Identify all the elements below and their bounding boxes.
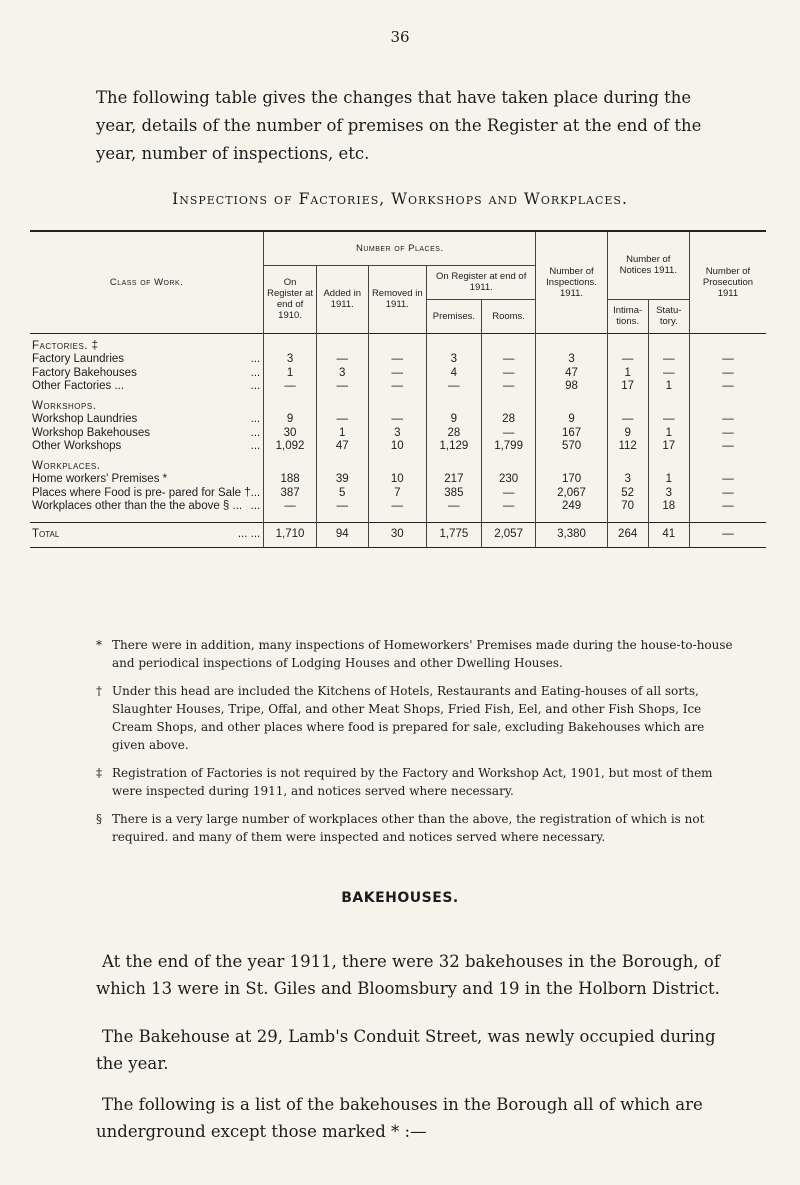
row-leader-dots: ... — [250, 426, 261, 439]
empty-cell — [607, 514, 648, 523]
table-cell: 10 — [368, 473, 426, 487]
table-cell: 570 — [536, 440, 607, 454]
table-cell: 52 — [607, 487, 648, 501]
table-row — [30, 440, 766, 454]
table-cell: 30 — [264, 427, 317, 441]
table-cell: 28 — [427, 427, 482, 441]
row-leader-dots: ... — [250, 486, 261, 499]
table-cell: — — [316, 353, 368, 367]
table-cell: 387 — [264, 487, 317, 501]
footnote: ‡ Registration of Factories is not required by the Factory and Workshop Act, 1901, but most of them were inspected during 1911, and notices served where necessary. — [96, 766, 713, 798]
empty-cell — [648, 333, 689, 353]
table-cell: 9 — [264, 413, 317, 427]
table-cell: 1 — [316, 427, 368, 441]
table-row — [30, 487, 766, 501]
table-cell: 3 — [264, 353, 317, 367]
row-label — [30, 427, 264, 441]
empty-cell — [30, 514, 264, 523]
empty-cell — [481, 333, 536, 353]
row-label-text: Home workers' Premises * — [32, 473, 168, 485]
table-cell: — — [368, 500, 426, 514]
empty-cell — [427, 333, 482, 353]
table-cell: — — [368, 380, 426, 394]
table-cell: — — [607, 353, 648, 367]
table-cell: — — [316, 413, 368, 427]
table-cell: 230 — [481, 473, 536, 487]
section-title: Workshops. — [32, 399, 97, 412]
table-cell: 17 — [648, 440, 689, 454]
empty-cell — [264, 454, 317, 474]
row-label-text: Places where Food is pre- pared for Sale † — [32, 486, 251, 499]
table-cell: 41 — [648, 522, 689, 547]
table-row — [30, 380, 766, 394]
table-cell: 170 — [536, 473, 607, 487]
header-inspections: Number of Inspections. 1911. — [536, 231, 607, 333]
table-cell: 1 — [648, 473, 689, 487]
table-cell: — — [316, 380, 368, 394]
table-cell: 3 — [536, 353, 607, 367]
header-prosecution: Number of Prosecution 1911 — [689, 231, 766, 333]
row-label — [30, 367, 264, 381]
table-cell: — — [481, 487, 536, 501]
empty-cell — [368, 394, 426, 414]
table-cell: 249 — [536, 500, 607, 514]
table-cell: — — [481, 380, 536, 394]
paragraph: The following is a list of the bakehouses in the Borough all of which are underground except those marked * :— — [96, 1095, 703, 1141]
header-number-of-places: Number of Places. — [264, 231, 536, 265]
row-label-text: Workplaces other than the the above § ... — [32, 500, 243, 512]
table-title: Inspections of Factories, Workshops and Workplaces. — [172, 190, 628, 208]
header-removed: Removed in 1911. — [368, 265, 426, 333]
table-cell: 3 — [648, 487, 689, 501]
section-title: Workplaces. — [32, 459, 101, 472]
row-leader-dots: ... — [250, 413, 261, 425]
empty-cell — [536, 333, 607, 353]
table-row — [30, 473, 766, 487]
table-cell: — — [427, 380, 482, 394]
table-cell: — — [427, 500, 482, 514]
table-cell: — — [368, 413, 426, 427]
table-cell: — — [689, 522, 766, 547]
section-header-row — [30, 394, 766, 414]
table-row — [30, 367, 766, 381]
table-row — [30, 427, 766, 441]
table-cell: 1 — [264, 367, 317, 381]
row-label-text: Workshop Bakehouses — [32, 426, 151, 439]
table-cell: 7 — [368, 487, 426, 501]
table-cell: 3,380 — [536, 522, 607, 547]
empty-cell — [689, 333, 766, 353]
row-label — [30, 440, 264, 454]
header-class-of-work: Class of Work. — [109, 276, 184, 288]
table-cell: 1,129 — [427, 440, 482, 454]
table-cell: 1,710 — [264, 522, 317, 547]
table-cell: — — [689, 380, 766, 394]
header-premises: Premises. — [427, 299, 482, 333]
table-cell: 9 — [536, 413, 607, 427]
table-cell: 1,092 — [264, 440, 317, 454]
header-intimations: Intima- tions. — [607, 299, 648, 333]
empty-cell — [536, 514, 607, 523]
footnote: § There is a very large number of workplaces other than the above, the registration of which is not required. and many of them were inspected and notices served where necessary. — [96, 812, 705, 844]
table-cell: 94 — [316, 522, 368, 547]
empty-cell — [536, 454, 607, 474]
table-cell: — — [368, 353, 426, 367]
paragraph: At the end of the year 1911, there were 32 bakehouses in the Borough, of which 13 were in St. Giles and Bloomsbury and 19 in the Holborn District. — [96, 952, 720, 998]
table-cell: 217 — [427, 473, 482, 487]
table-cell: 30 — [368, 522, 426, 547]
spacer-row — [30, 514, 766, 523]
empty-cell — [689, 514, 766, 523]
empty-cell — [689, 454, 766, 474]
table-cell: 70 — [607, 500, 648, 514]
row-label — [30, 380, 264, 394]
table-cell: — — [368, 367, 426, 381]
footnotes — [96, 636, 736, 856]
table-cell: 17 — [607, 380, 648, 394]
header-notices: Number of Notices 1911. — [607, 231, 689, 299]
table-cell: — — [689, 440, 766, 454]
table-cell: — — [316, 500, 368, 514]
header-added: Added in 1911. — [316, 265, 368, 333]
table-cell: 5 — [316, 487, 368, 501]
table-cell: 1,775 — [427, 522, 482, 547]
table-row — [30, 413, 766, 427]
table-cell: 18 — [648, 500, 689, 514]
table-cell: 1 — [648, 427, 689, 441]
table-cell: 28 — [481, 413, 536, 427]
table-cell: — — [689, 427, 766, 441]
row-label-text: Other Factories ... — [32, 380, 125, 392]
table-cell: — — [648, 353, 689, 367]
table-cell: 112 — [607, 440, 648, 454]
row-leader-dots: ... ... — [237, 527, 261, 540]
empty-cell — [427, 514, 482, 523]
paragraph: The Bakehouse at 29, Lamb's Conduit Street, was newly occupied during the year. — [96, 1027, 716, 1073]
empty-cell — [481, 394, 536, 414]
footnote: † Under this head are included the Kitchens of Hotels, Restaurants and Eating-houses of all sorts, Slaughter Houses, Tripe, Offal, and other Meat Shops, Fried Fish, Eel, and other Fish Shops, Ice Cream Shops, and other places where food is prepared for sale, excluding Bakehouses which are given above. — [96, 684, 705, 752]
table-cell: — — [689, 353, 766, 367]
row-label — [30, 487, 264, 501]
table-cell: — — [689, 413, 766, 427]
row-label — [30, 353, 264, 367]
header-rooms: Rooms. — [481, 299, 536, 333]
table-cell: 1,799 — [481, 440, 536, 454]
intro-paragraph: The following table gives the changes that have taken place during the year, details of the number of premises on the Register at the end of the year, number of inspections, etc. — [96, 88, 702, 163]
row-label-text: Workshop Laundries — [32, 413, 138, 425]
header-on-register: On Register at end of 1910. — [264, 265, 317, 333]
table-cell: — — [689, 367, 766, 381]
table-cell: — — [264, 500, 317, 514]
empty-cell — [368, 454, 426, 474]
empty-cell — [648, 454, 689, 474]
table-cell: 4 — [427, 367, 482, 381]
table-cell: 167 — [536, 427, 607, 441]
empty-cell — [481, 514, 536, 523]
empty-cell — [536, 394, 607, 414]
table-cell: 3 — [607, 473, 648, 487]
row-label — [30, 413, 264, 427]
table-cell: — — [481, 353, 536, 367]
empty-cell — [427, 454, 482, 474]
row-label-text: Factory Bakehouses — [32, 366, 137, 379]
table-cell: 98 — [536, 380, 607, 394]
section-header-row — [30, 333, 766, 353]
empty-cell — [316, 333, 368, 353]
table-cell: — — [648, 413, 689, 427]
table-cell: — — [481, 367, 536, 381]
footnote: * There were in addition, many inspections of Homeworkers' Premises made during the house-to-house and periodical inspections of Lodging Houses and other Dwelling Houses. — [96, 638, 733, 670]
bakehouses-title: BAKEHOUSES. — [341, 890, 459, 906]
table-cell: — — [481, 427, 536, 441]
table-cell: — — [481, 500, 536, 514]
table-cell: 47 — [536, 367, 607, 381]
empty-cell — [368, 333, 426, 353]
table-cell: — — [689, 487, 766, 501]
table-cell: — — [689, 500, 766, 514]
empty-cell — [264, 333, 317, 353]
row-label-text: Other Workshops — [32, 440, 122, 452]
empty-cell — [648, 394, 689, 414]
row-label — [30, 500, 264, 514]
row-label — [30, 522, 264, 547]
row-leader-dots: ... — [250, 380, 261, 392]
row-label-text: Factory Laundries — [32, 353, 125, 365]
table-cell: 47 — [316, 440, 368, 454]
empty-cell — [264, 514, 317, 523]
table-cell: 10 — [368, 440, 426, 454]
empty-cell — [316, 394, 368, 414]
row-leader-dots: ... — [250, 440, 261, 452]
row-label-text: Total — [32, 527, 60, 540]
table-cell: 2,057 — [481, 522, 536, 547]
table-cell: — — [648, 367, 689, 381]
table-cell: 264 — [607, 522, 648, 547]
table-row — [30, 353, 766, 367]
row-leader-dots: ... — [250, 353, 261, 365]
inspections-table — [30, 230, 766, 548]
table-cell: 2,067 — [536, 487, 607, 501]
table-cell: 1 — [648, 380, 689, 394]
total-row — [30, 522, 766, 547]
empty-cell — [607, 333, 648, 353]
empty-cell — [607, 394, 648, 414]
page-number: 36 — [390, 28, 410, 46]
table-cell: 9 — [427, 413, 482, 427]
empty-cell — [648, 514, 689, 523]
table-cell: 3 — [368, 427, 426, 441]
empty-cell — [607, 454, 648, 474]
empty-cell — [481, 454, 536, 474]
empty-cell — [689, 394, 766, 414]
header-statutory: Statu- tory. — [648, 299, 689, 333]
table-cell: 188 — [264, 473, 317, 487]
table-cell: 9 — [607, 427, 648, 441]
empty-cell — [368, 514, 426, 523]
table-cell: 385 — [427, 487, 482, 501]
table-cell: 1 — [607, 367, 648, 381]
table-cell: — — [689, 473, 766, 487]
table-cell: 3 — [427, 353, 482, 367]
empty-cell — [264, 394, 317, 414]
empty-cell — [427, 394, 482, 414]
row-leader-dots: ... — [250, 366, 261, 379]
header-on-register-end: On Register at end of 1911. — [427, 265, 536, 299]
empty-cell — [316, 514, 368, 523]
table-cell: — — [607, 413, 648, 427]
section-header-row — [30, 454, 766, 474]
row-label — [30, 473, 264, 487]
section-title: Factories. ‡ — [32, 339, 99, 352]
row-leader-dots: ... — [250, 500, 261, 512]
table-cell: 39 — [316, 473, 368, 487]
table-cell: — — [264, 380, 317, 394]
table-cell: 3 — [316, 367, 368, 381]
empty-cell — [316, 454, 368, 474]
table-row — [30, 500, 766, 514]
